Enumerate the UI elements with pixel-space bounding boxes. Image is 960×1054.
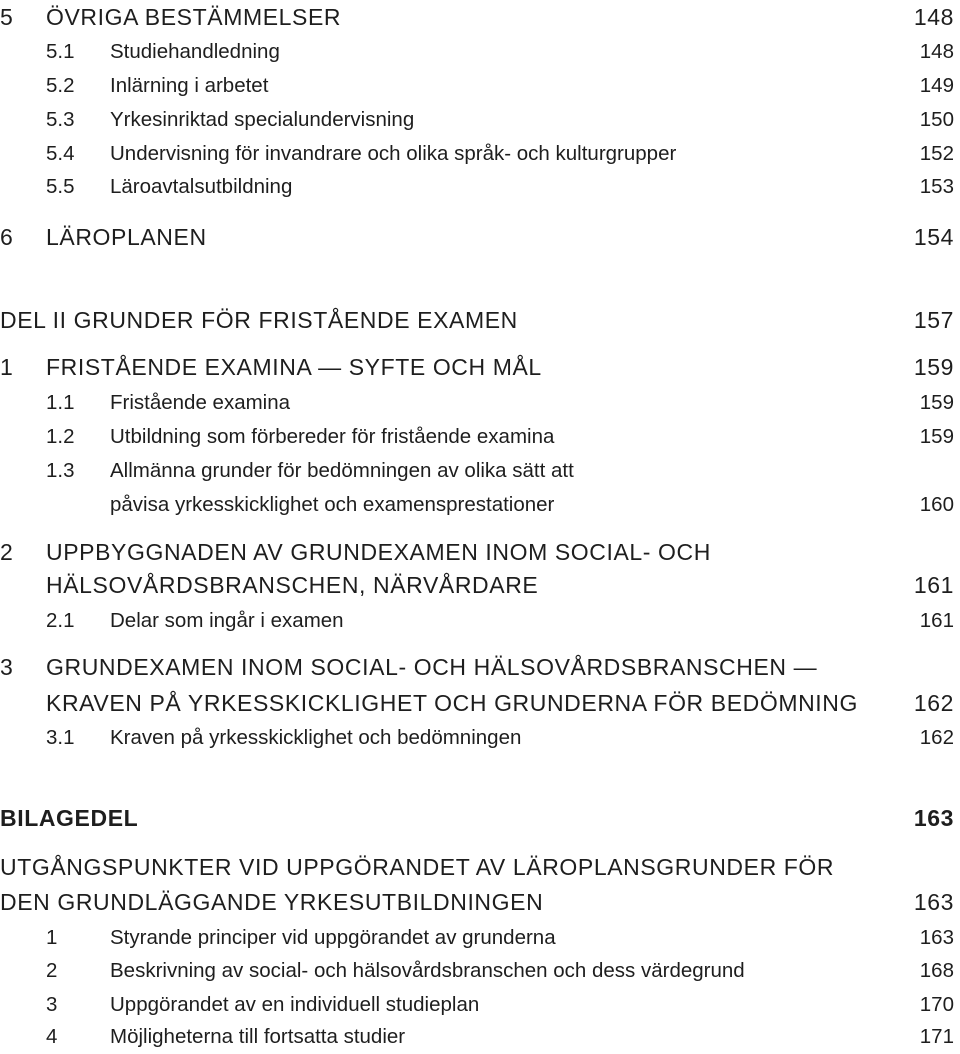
toc-page: 152 <box>919 142 954 165</box>
toc-part-2[interactable] <box>0 303 954 337</box>
toc-entry-5-5[interactable] <box>0 170 954 204</box>
toc-entry-5-1[interactable] <box>0 35 954 69</box>
toc-number: 2 <box>46 959 58 982</box>
toc-title: ÖVRIGA BESTÄMMELSER <box>46 4 342 30</box>
toc-page: 153 <box>919 175 954 198</box>
toc-page: 162 <box>913 690 954 716</box>
toc-page: 150 <box>919 108 954 131</box>
toc-page: 159 <box>919 391 954 414</box>
toc-page: 159 <box>919 425 954 448</box>
toc-chapter-2-cont[interactable] <box>0 568 954 602</box>
toc-page: 168 <box>919 959 954 982</box>
toc-number: 1.2 <box>46 425 75 448</box>
toc-number: 2 <box>0 539 14 565</box>
toc-page: 161 <box>919 609 954 632</box>
toc-title: Undervisning för invandrare och olika språk- och kulturgrupper <box>110 142 677 165</box>
toc-title: Delar som ingår i examen <box>110 609 344 632</box>
toc-entry-1-3-cont[interactable] <box>0 488 954 522</box>
toc-title: BILAGEDEL <box>0 805 139 831</box>
toc-title-line1: UPPBYGGNADEN AV GRUNDEXAMEN INOM SOCIAL- OCH <box>46 539 711 565</box>
toc-title: Inlärning i arbetet <box>110 74 269 97</box>
toc-appendix-entry-1[interactable] <box>0 921 954 955</box>
toc-title-line1: UTGÅNGSPUNKTER VID UPPGÖRANDET AV LÄROPLANSGRUNDER FÖR <box>0 854 835 880</box>
toc-entry-5-3[interactable] <box>0 103 954 137</box>
toc-appendix[interactable] <box>0 801 954 835</box>
toc-number: 4 <box>46 1025 58 1048</box>
toc-entry-3-1[interactable] <box>0 721 954 755</box>
toc-chapter-3-cont[interactable] <box>0 686 954 720</box>
toc-title: Studiehandledning <box>110 40 280 63</box>
toc-number: 6 <box>0 224 14 250</box>
toc-number: 1.3 <box>46 459 75 482</box>
toc-page: 163 <box>913 889 954 915</box>
toc-entry-1-3[interactable] <box>0 454 954 488</box>
toc-page: 148 <box>919 40 954 63</box>
toc-number: 3.1 <box>46 726 75 749</box>
toc-title-line2: DEN GRUNDLÄGGANDE YRKESUTBILDNINGEN <box>0 889 544 915</box>
toc-page: 171 <box>919 1025 954 1048</box>
toc-number: 2.1 <box>46 609 75 632</box>
toc-page: 163 <box>913 805 954 831</box>
toc-title: Kraven på yrkesskicklighet och bedömningen <box>110 726 522 749</box>
toc-title-line2: påvisa yrkesskicklighet och examensprestationer <box>110 493 555 516</box>
toc-number: 5.5 <box>46 175 75 198</box>
toc-title: Fristående examina <box>110 391 291 414</box>
toc-page: 161 <box>913 572 954 598</box>
toc-title: FRISTÅENDE EXAMINA — SYFTE OCH MÅL <box>46 354 542 380</box>
toc-entry-1-1[interactable] <box>0 386 954 420</box>
toc-title: Läroavtalsutbildning <box>110 175 293 198</box>
toc-number: 5.2 <box>46 74 75 97</box>
toc-title: LÄROPLANEN <box>46 224 207 250</box>
toc-title: Styrande principer vid uppgörandet av grunderna <box>110 926 556 949</box>
toc-appendix-entry-4[interactable] <box>0 1020 954 1054</box>
toc-number: 1 <box>46 926 58 949</box>
toc-number: 3 <box>0 654 14 680</box>
toc-title-line2: HÄLSOVÅRDSBRANSCHEN, NÄRVÅRDARE <box>46 572 539 598</box>
toc-number: 5.4 <box>46 142 75 165</box>
toc-number: 3 <box>46 993 58 1016</box>
toc-title: Utbildning som förbereder för fristående examina <box>110 425 555 448</box>
toc-entry-5-2[interactable] <box>0 69 954 103</box>
toc-chapter-2[interactable] <box>0 535 954 569</box>
toc-title-line1: Allmänna grunder för bedömningen av olika sätt att <box>110 459 574 482</box>
toc-page: 163 <box>919 926 954 949</box>
toc-entry-2-1[interactable] <box>0 604 954 638</box>
toc-entry-1-2[interactable] <box>0 420 954 454</box>
toc-appendix-entry-3[interactable] <box>0 988 954 1022</box>
toc-number: 1.1 <box>46 391 75 414</box>
toc-number: 5.3 <box>46 108 75 131</box>
toc-page: 154 <box>913 224 954 250</box>
toc-chapter-5[interactable] <box>0 0 954 34</box>
toc-title: Möjligheterna till fortsatta studier <box>110 1025 406 1048</box>
toc-title: Yrkesinriktad specialundervisning <box>110 108 415 131</box>
toc-number: 1 <box>0 354 14 380</box>
toc-title-line2: KRAVEN PÅ YRKESSKICKLIGHET OCH GRUNDERNA FÖR BEDÖMNING <box>46 690 858 716</box>
toc-page: 160 <box>919 493 954 516</box>
toc-title: Beskrivning av social- och hälsovårdsbranschen och dess värdegrund <box>110 959 745 982</box>
toc-page: 170 <box>919 993 954 1016</box>
toc-page: 157 <box>913 307 954 333</box>
toc-entry-5-4[interactable] <box>0 137 954 171</box>
toc-title: DEL II GRUNDER FÖR FRISTÅENDE EXAMEN <box>0 307 518 333</box>
toc-number: 5 <box>0 4 14 30</box>
toc-chapter-3[interactable] <box>0 650 954 684</box>
toc-page: 149 <box>919 74 954 97</box>
toc-chapter-1[interactable] <box>0 350 954 384</box>
toc-page: 148 <box>913 4 954 30</box>
toc-number: 5.1 <box>46 40 75 63</box>
toc-title-line1: GRUNDEXAMEN INOM SOCIAL- OCH HÄLSOVÅRDSBRANSCHEN — <box>46 654 818 680</box>
toc-appendix-section[interactable] <box>0 850 954 884</box>
toc-appendix-section-cont[interactable] <box>0 885 954 919</box>
toc-title: Uppgörandet av en individuell studieplan <box>110 993 480 1016</box>
toc-appendix-entry-2[interactable] <box>0 954 954 988</box>
toc-chapter-6[interactable] <box>0 220 954 254</box>
toc-page: 162 <box>919 726 954 749</box>
toc-page: 159 <box>913 354 954 380</box>
